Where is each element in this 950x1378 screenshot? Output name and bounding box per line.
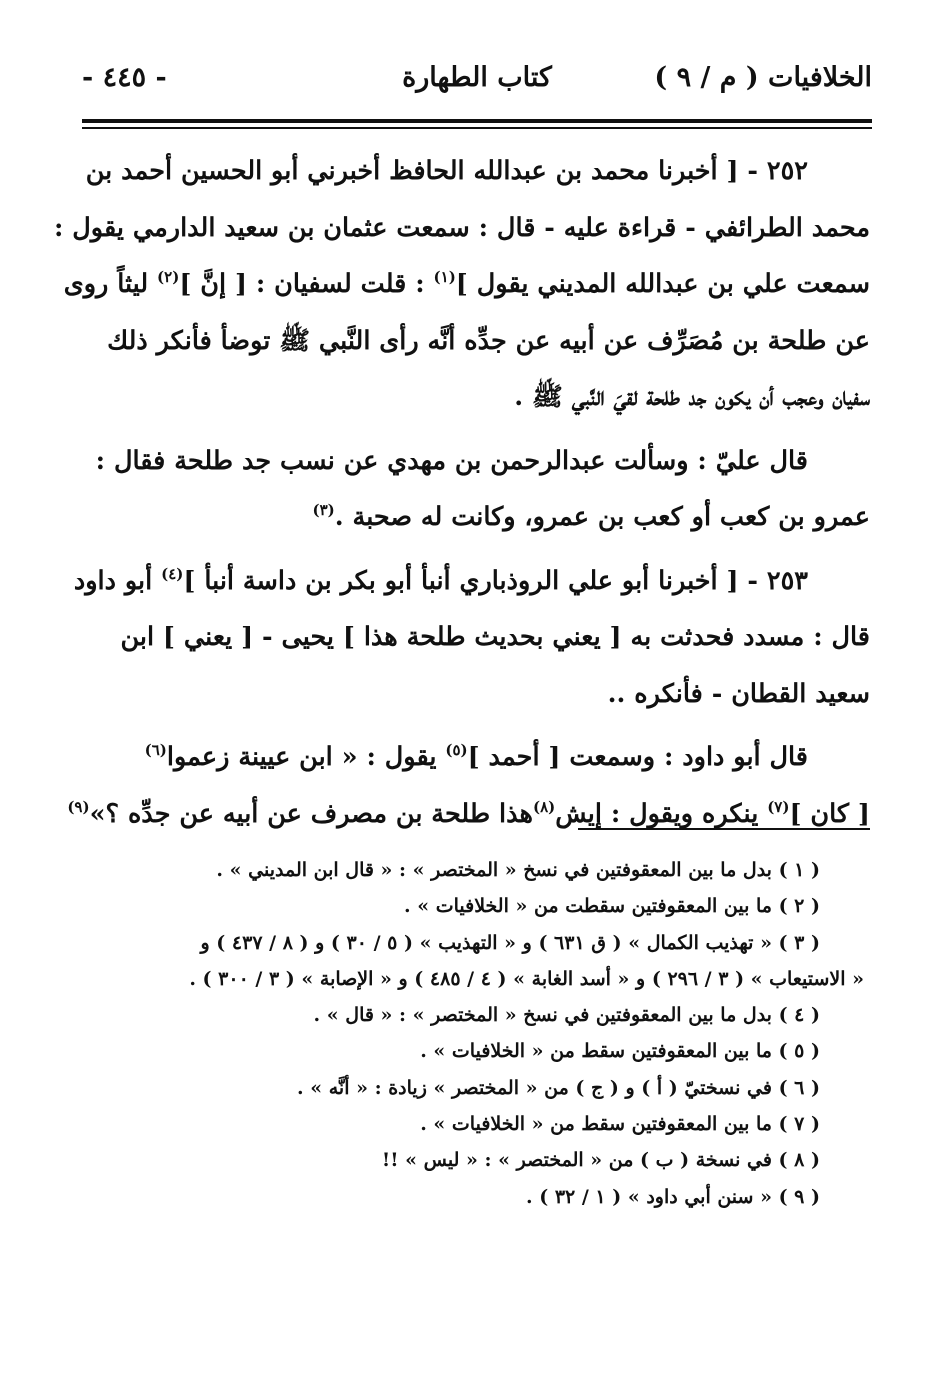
footnote-4: ( ٤ ) بدل ما بين المعقوفتين في نسخ « المختصر » : « قال » . — [313, 1004, 820, 1027]
text-line: سفيان وعجب أن يكون جد طلحة لقيَ النَّبي ﷺ . — [514, 382, 870, 412]
paragraph-253 — [73, 553, 870, 723]
footnote-separator — [578, 828, 870, 830]
text-line: عن طلحة بن مُصَرِّف عن أبيه عن جدِّه أنَّه رأى النَّبي ﷺ توضأ فأنكر ذلك — [107, 325, 870, 356]
footnote-2: ( ٢ ) ما بين المعقوفتين سقطت من « الخلافيات » . — [403, 895, 820, 918]
text-line: قال : مسدد فحدثت به [ يعني بحديث طلحة هذا ] يحيى - [ يعني ] ابن — [120, 622, 870, 652]
footnote-ref: (٦) — [144, 741, 167, 759]
footnote-ref: (٤) — [161, 564, 184, 583]
text-line: ٢٥٣ - [ أخبرنا أبو علي الروذباري أنبأ أبو بكر بن داسة أنبأ ]$^{(٤)}$ أبو داود — [73, 564, 808, 596]
page-header — [82, 58, 872, 108]
footnote-9: ( ٩ ) « سنن أبي داود » ( ١ / ٣٢ ) . — [525, 1185, 820, 1208]
footnote-7: ( ٧ ) ما بين المعقوفتين سقط من « الخلافيات » . — [420, 1113, 820, 1136]
footnote-ref: (٢) — [157, 268, 180, 286]
footnote-ref: (٣) — [312, 501, 335, 519]
footnote-ref: (٩) — [67, 797, 90, 816]
footnote-3: ( ٣ ) « تهذيب الكمال » ( ق ٦٣١ ) و « التهذيب » ( ٥ / ٣٠ ) و ( ٨ / ٤٣٧ ) و — [200, 931, 820, 954]
footnote-ref: (١) — [433, 268, 456, 286]
text-line: محمد الطرائفي - قراءة عليه - قال : سمعت عثمان بن سعيد الدارمي يقول : — [53, 212, 870, 243]
text-line: ٢٥٢ - [ أخبرنا محمد بن عبدالله الحافظ أخبرني أبو الحسين أحمد بن — [85, 156, 808, 186]
footnote-6: ( ٦ ) في نسختيّ ( أ ) و ( ج ) من « المختصر » زيادة : « أنَّه » . — [297, 1076, 820, 1099]
footnote-ref: (٧) — [767, 797, 790, 816]
footnote-8: ( ٨ ) في نسخة ( ب ) من « المختصر » : « ليس » !! — [381, 1149, 820, 1172]
text-line: سمعت علي بن عبدالله المديني يقول ]$^{(١)}$ : قلت لسفيان : [ إنَّ ]$^{(٢)}$ ليثاً روى — [63, 268, 870, 299]
text-line: [ كان ]$^{(٧)}$ ينكره ويقول : إيش$^{(٨)}$هذا طلحة بن مصرف عن أبيه عن جدِّه ؟»$^{(٩)}$ — [67, 797, 870, 829]
footnote-3-continued: « الاستيعاب » ( ٣ / ٢٩٦ ) و « أسد الغابة » ( ٤ / ٤٨٥ ) و « الإصابة » ( ٣ / ٣٠٠ ) . — [189, 967, 864, 990]
header-rule-thick — [82, 119, 872, 123]
paragraph-252 — [53, 143, 870, 426]
running-section-title: كتاب الطهارة — [402, 62, 552, 93]
running-book-title: الخلافيات ( م / ٩ ) — [654, 62, 872, 93]
paragraph-ali — [84, 433, 870, 546]
footnotes — [96, 852, 864, 1215]
footnote-ref: (٨) — [532, 797, 556, 816]
text-line: قال أبو داود : وسمعت [ أحمد ]$^{(٥)}$ يقول : « ابن عيينة زعموا$^{(٦)}$ — [144, 741, 808, 772]
footnote-ref: (٥) — [445, 741, 468, 759]
main-text — [53, 143, 870, 849]
text-line: عمرو بن كعب أو كعب بن عمرو، وكانت له صحبة .$^{(٣)}$ — [312, 501, 870, 532]
page-number: - ٤٤٥ - — [82, 62, 167, 93]
paragraph-abu-dawud — [67, 729, 870, 842]
text-line: سعيد القطان - فأنكره .. — [607, 678, 870, 709]
footnote-1: ( ١ ) بدل ما بين المعقوفتين في نسخ « المختصر » : « قال ابن المديني » . — [216, 859, 820, 881]
footnote-5: ( ٥ ) ما بين المعقوفتين سقط من « الخلافيات » . — [420, 1040, 820, 1063]
header-rule-thin — [82, 127, 872, 129]
text-line: قال عليّ : وسألت عبدالرحمن بن مهدي عن نسب جد طلحة فقال : — [95, 445, 808, 476]
